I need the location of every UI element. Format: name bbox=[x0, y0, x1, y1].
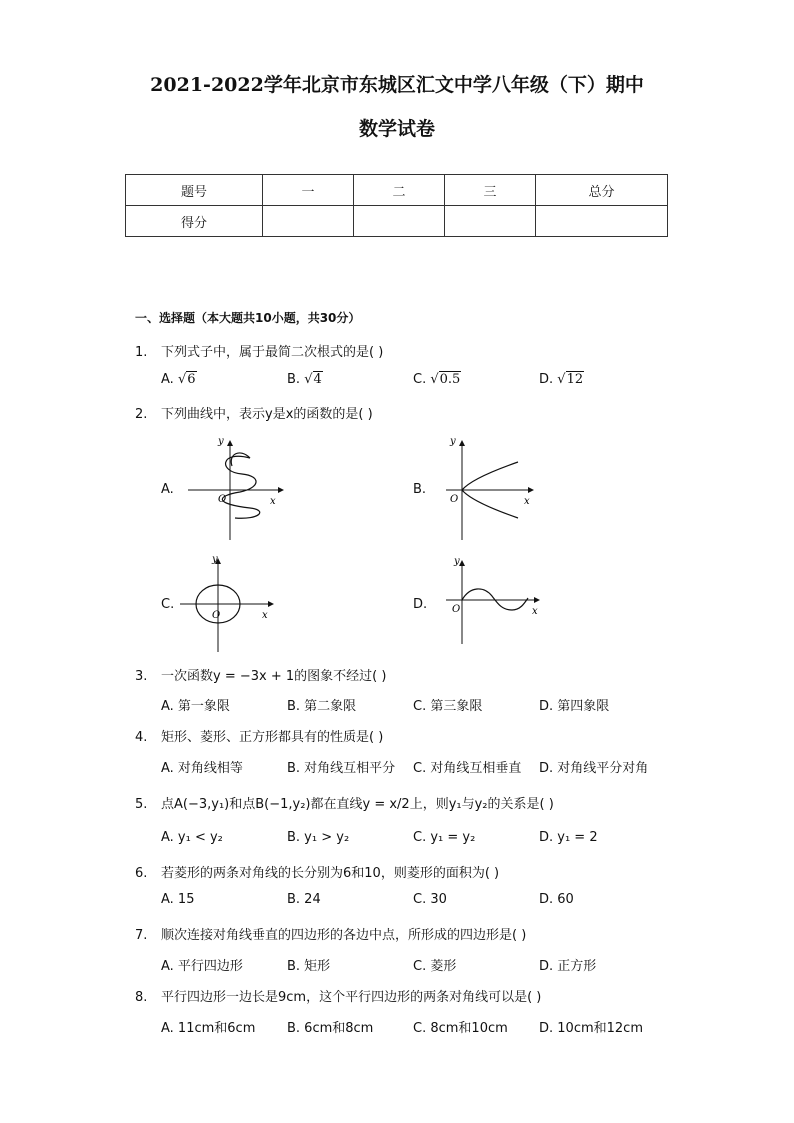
option-label: C. bbox=[413, 372, 427, 387]
option-d: D. √12 bbox=[539, 372, 584, 387]
option-c: C. √0.5 bbox=[413, 372, 461, 387]
section-heading: 一、选择题（本大题共10小题，共30分） bbox=[135, 311, 361, 325]
score-cell bbox=[263, 206, 354, 237]
origin-label: O bbox=[452, 604, 461, 615]
graph-d-label: D. bbox=[413, 597, 428, 612]
option-label: A. bbox=[161, 372, 174, 387]
option-c: C. 第三象限 bbox=[413, 699, 483, 714]
question-text: 一次函数y = −3x + 1的图象不经过( ) bbox=[161, 669, 387, 684]
curve bbox=[222, 456, 259, 518]
x-axis-label: x bbox=[270, 496, 276, 507]
page-title: 2021-2022学年北京市东城区汇文中学八年级（下）期中 bbox=[150, 74, 644, 96]
question-text: 点A(−3,y₁)和点B(−1,y₂)都在直线y = x/2上，则y₁与y₂的关系是( ) bbox=[161, 797, 554, 812]
radicand: 4 bbox=[313, 372, 322, 387]
question-text: 平行四边形一边长是9cm，这个平行四边形的两条对角线可以是( ) bbox=[161, 990, 542, 1005]
option-a: A. 15 bbox=[161, 892, 195, 907]
option-b: B. 对角线互相平分 bbox=[287, 761, 396, 776]
option-label: B. bbox=[287, 372, 301, 387]
x-axis-arrow bbox=[534, 597, 540, 603]
graph-a-label: A. bbox=[161, 482, 174, 497]
question-number: 1. bbox=[135, 345, 148, 360]
graph-b-label: B. bbox=[413, 482, 427, 497]
score-cell bbox=[445, 206, 536, 237]
score-header-cell: 三 bbox=[445, 175, 536, 206]
score-row-label: 得分 bbox=[126, 206, 263, 237]
question-number: 6. bbox=[135, 866, 148, 881]
radicand: 12 bbox=[566, 372, 584, 387]
score-table-row bbox=[126, 206, 668, 237]
score-header-cell: 总分 bbox=[536, 175, 668, 206]
origin-label: O bbox=[218, 494, 227, 505]
option-d: D. 对角线平分对角 bbox=[539, 761, 649, 776]
question-number: 4. bbox=[135, 730, 148, 745]
option-d: D. 60 bbox=[539, 892, 574, 907]
option-a: A. 11cm和6cm bbox=[161, 1021, 256, 1036]
question-number: 3. bbox=[135, 669, 148, 684]
option-b: B. 24 bbox=[287, 892, 321, 907]
option-a: A. 平行四边形 bbox=[161, 959, 243, 974]
score-header-cell: 一 bbox=[263, 175, 354, 206]
option-d: D. 第四象限 bbox=[539, 699, 610, 714]
question-text: 矩形、菱形、正方形都具有的性质是( ) bbox=[161, 730, 384, 745]
graph-a bbox=[180, 432, 290, 542]
curve bbox=[231, 453, 250, 466]
option-b: B. y₁ > y₂ bbox=[287, 830, 350, 845]
score-table bbox=[125, 174, 668, 237]
y-axis-label: y bbox=[454, 556, 460, 567]
y-axis-arrow bbox=[227, 440, 233, 446]
option-c: C. 30 bbox=[413, 892, 447, 907]
option-b: B. 矩形 bbox=[287, 959, 331, 974]
option-a: A. y₁ < y₂ bbox=[161, 830, 223, 845]
option-c: C. 菱形 bbox=[413, 959, 457, 974]
question-text: 若菱形的两条对角线的长分别为6和10，则菱形的面积为( ) bbox=[161, 866, 500, 881]
graph-d bbox=[432, 552, 547, 647]
option-d: D. 10cm和12cm bbox=[539, 1021, 643, 1036]
x-axis-label: x bbox=[262, 610, 268, 621]
question-text: 下列式子中，属于最简二次根式的是( ) bbox=[161, 345, 384, 360]
y-axis-arrow bbox=[459, 560, 465, 566]
radicand: 6 bbox=[187, 372, 196, 387]
x-axis-arrow bbox=[268, 601, 274, 607]
question-number: 8. bbox=[135, 990, 148, 1005]
question-text: 下列曲线中，表示y是x的函数的是( ) bbox=[161, 407, 373, 422]
option-b: B. √4 bbox=[287, 372, 322, 387]
radicand: 0.5 bbox=[439, 372, 461, 387]
score-cell bbox=[536, 206, 668, 237]
x-axis-label: x bbox=[532, 606, 538, 617]
graph-c bbox=[178, 550, 288, 655]
score-header-cell: 题号 bbox=[126, 175, 263, 206]
score-table-header-row bbox=[126, 175, 668, 206]
y-axis-label: y bbox=[212, 554, 218, 565]
graph-c-label: C. bbox=[161, 597, 175, 612]
option-a: A. 对角线相等 bbox=[161, 761, 243, 776]
option-a: A. √6 bbox=[161, 372, 196, 387]
y-axis-label: y bbox=[450, 436, 456, 447]
x-axis-arrow bbox=[278, 487, 284, 493]
option-a: A. 第一象限 bbox=[161, 699, 230, 714]
option-b: B. 6cm和8cm bbox=[287, 1021, 374, 1036]
question-1 bbox=[135, 341, 383, 360]
question-2 bbox=[135, 403, 373, 422]
question-4 bbox=[135, 726, 383, 745]
question-text: 顺次连接对角线垂直的四边形的各边中点，所形成的四边形是( ) bbox=[161, 928, 527, 943]
score-header-cell: 二 bbox=[354, 175, 445, 206]
graph-b bbox=[432, 432, 542, 542]
page-subtitle: 数学试卷 bbox=[358, 118, 435, 140]
question-7 bbox=[135, 924, 526, 943]
origin-label: O bbox=[212, 610, 221, 621]
question-8 bbox=[135, 986, 541, 1005]
option-d: D. y₁ = 2 bbox=[539, 830, 598, 845]
question-6 bbox=[135, 862, 499, 881]
curve bbox=[462, 589, 528, 610]
option-b: B. 第二象限 bbox=[287, 699, 357, 714]
question-number: 2. bbox=[135, 407, 148, 422]
question-number: 5. bbox=[135, 797, 148, 812]
x-axis-arrow bbox=[528, 487, 534, 493]
y-axis-label: y bbox=[218, 436, 224, 447]
option-c: C. y₁ = y₂ bbox=[413, 830, 476, 845]
option-c: C. 8cm和10cm bbox=[413, 1021, 508, 1036]
option-c: C. 对角线互相垂直 bbox=[413, 761, 522, 776]
score-cell bbox=[354, 206, 445, 237]
option-d: D. 正方形 bbox=[539, 959, 597, 974]
question-3 bbox=[135, 665, 386, 684]
x-axis-label: x bbox=[524, 496, 530, 507]
y-axis-arrow bbox=[459, 440, 465, 446]
question-number: 7. bbox=[135, 928, 148, 943]
origin-label: O bbox=[450, 494, 459, 505]
option-label: D. bbox=[539, 372, 554, 387]
question-5 bbox=[135, 793, 554, 812]
